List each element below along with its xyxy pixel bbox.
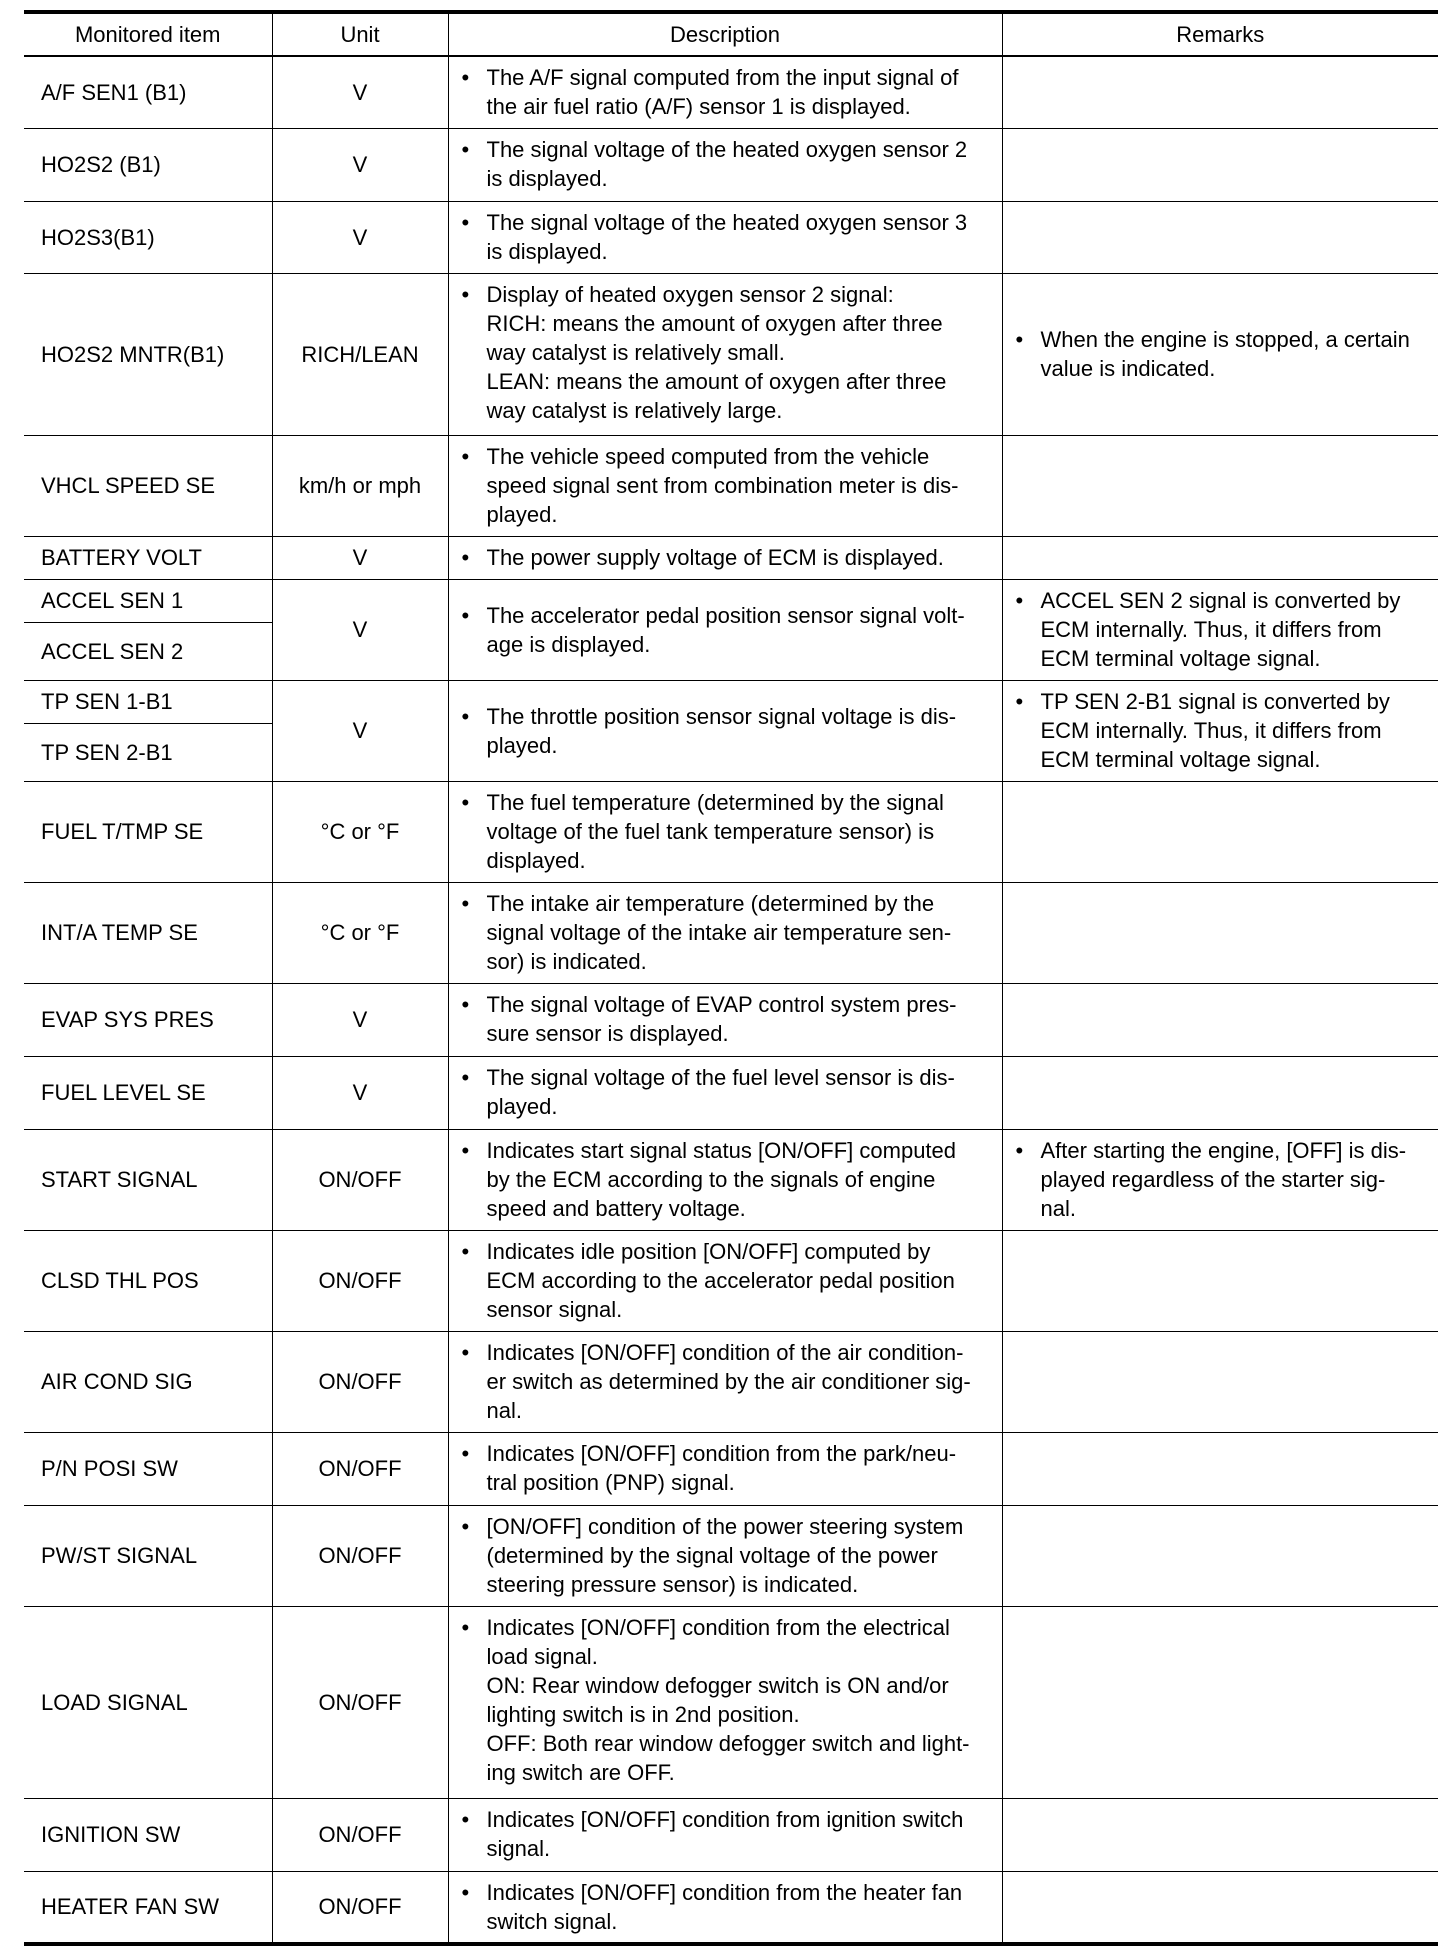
description-bullet — [459, 1805, 994, 1863]
table-row — [24, 1056, 1438, 1129]
description-line: • The vehicle speed computed from the vehicle — [486, 443, 930, 469]
remarks-line: • When the engine is stopped, a certain — [1040, 327, 1410, 352]
monitored-item-cell: IGNITION SW — [24, 1798, 272, 1871]
monitored-item-cell: LOAD SIGNAL — [24, 1606, 272, 1798]
remarks-cell — [1002, 128, 1438, 201]
remarks-line: ECM terminal voltage signal. — [1040, 645, 1321, 671]
description-bullet — [459, 1136, 994, 1223]
description-cell — [448, 273, 1002, 435]
table-row — [24, 1230, 1438, 1331]
remarks-line: ECM internally. Thus, it differs from — [1040, 616, 1382, 642]
header-remarks: Remarks — [1002, 12, 1438, 56]
description-line: voltage of the fuel tank temperature sensor) is — [486, 818, 935, 844]
description-bullet — [459, 990, 994, 1048]
remarks-cell — [1002, 1331, 1438, 1432]
table-row — [24, 983, 1438, 1056]
description-line: • Indicates [ON/OFF] condition from the park/neu- — [486, 1440, 957, 1466]
description-bullet — [459, 1237, 994, 1324]
table-row — [24, 536, 1438, 579]
unit-cell: ON/OFF — [272, 1432, 448, 1505]
description-cell — [448, 128, 1002, 201]
description-cell — [448, 983, 1002, 1056]
description-cell — [448, 201, 1002, 273]
table-row — [24, 1871, 1438, 1944]
description-cell — [448, 1606, 1002, 1798]
remarks-cell — [1002, 781, 1438, 882]
remarks-cell — [1002, 1129, 1438, 1230]
description-line: • Indicates [ON/OFF] condition from ignition switch — [486, 1806, 964, 1832]
remarks-bullet — [1013, 1136, 1431, 1223]
unit-cell: V — [272, 128, 448, 201]
remarks-cell — [1002, 983, 1438, 1056]
description-line: • [ON/OFF] condition of the power steering system — [486, 1513, 964, 1539]
unit-cell: ON/OFF — [272, 1871, 448, 1944]
description-line: • The power supply voltage of ECM is displayed. — [486, 544, 944, 570]
description-line: played. — [486, 501, 558, 527]
unit-cell: V — [272, 201, 448, 273]
description-line: is displayed. — [486, 165, 608, 191]
table-row — [24, 1129, 1438, 1230]
description-line: sensor signal. — [486, 1296, 623, 1322]
unit-cell: RICH/LEAN — [272, 273, 448, 435]
remarks-cell — [1002, 579, 1438, 680]
description-line: is displayed. — [486, 238, 608, 264]
description-cell — [448, 781, 1002, 882]
description-cell — [448, 579, 1002, 680]
description-bullet — [459, 1512, 994, 1599]
description-bullet — [459, 442, 994, 529]
table-row — [24, 1606, 1438, 1798]
description-line: RICH: means the amount of oxygen after three — [486, 310, 943, 336]
description-bullet — [459, 135, 994, 193]
monitored-item-cell: AIR COND SIG — [24, 1331, 272, 1432]
description-line: • The intake air temperature (determined by the — [486, 890, 935, 916]
description-cell — [448, 56, 1002, 128]
table-row — [24, 1331, 1438, 1432]
monitored-item-cell: TP SEN 1-B1 — [24, 680, 272, 723]
unit-cell: °C or °F — [272, 781, 448, 882]
description-line: tral position (PNP) signal. — [486, 1469, 735, 1495]
remarks-line: • TP SEN 2-B1 signal is converted by — [1040, 688, 1390, 714]
remarks-line: ECM internally. Thus, it differs from — [1040, 717, 1382, 743]
description-bullet — [459, 208, 994, 266]
remarks-cell — [1002, 1505, 1438, 1606]
description-line: • Display of heated oxygen sensor 2 signal: — [486, 281, 894, 307]
description-cell — [448, 1871, 1002, 1944]
description-line: ON: Rear window defogger switch is ON and/or — [486, 1672, 949, 1698]
description-line: • The throttle position sensor signal voltage is dis- — [486, 703, 957, 729]
description-cell — [448, 882, 1002, 983]
unit-cell: V — [272, 1056, 448, 1129]
monitored-item-cell: START SIGNAL — [24, 1129, 272, 1230]
monitored-item-cell: HO2S3(B1) — [24, 201, 272, 273]
description-bullet — [459, 1439, 994, 1497]
monitored-item-cell: HO2S2 (B1) — [24, 128, 272, 201]
description-line: signal voltage of the intake air temperature sen- — [486, 919, 952, 945]
header-monitored-item: Monitored item — [24, 12, 272, 56]
unit-cell: ON/OFF — [272, 1331, 448, 1432]
monitored-item-cell: TP SEN 2-B1 — [24, 723, 272, 781]
description-cell — [448, 1129, 1002, 1230]
description-line: er switch as determined by the air conditioner sig- — [486, 1368, 971, 1394]
remarks-cell — [1002, 1432, 1438, 1505]
description-bullet — [459, 1063, 994, 1121]
description-line: switch signal. — [486, 1908, 618, 1934]
table-row — [24, 680, 1438, 723]
remarks-line: • ACCEL SEN 2 signal is converted by — [1040, 587, 1401, 613]
unit-cell: ON/OFF — [272, 1606, 448, 1798]
monitored-item-cell: PW/ST SIGNAL — [24, 1505, 272, 1606]
monitored-item-cell: HEATER FAN SW — [24, 1871, 272, 1944]
description-cell — [448, 536, 1002, 579]
description-bullet — [459, 702, 994, 760]
unit-cell: km/h or mph — [272, 435, 448, 536]
description-bullet — [459, 1338, 994, 1425]
monitored-item-cell: P/N POSI SW — [24, 1432, 272, 1505]
description-line: ECM according to the accelerator pedal position — [486, 1267, 955, 1293]
header-row — [24, 12, 1438, 56]
description-line: • Indicates [ON/OFF] condition from the heater fan — [486, 1879, 963, 1905]
table-row — [24, 201, 1438, 273]
remarks-line: value is indicated. — [1040, 356, 1216, 381]
description-bullet — [459, 63, 994, 121]
description-line: • Indicates idle position [ON/OFF] computed by — [486, 1238, 931, 1264]
table-row — [24, 1798, 1438, 1871]
description-bullet — [459, 1878, 994, 1936]
description-line: age is displayed. — [486, 631, 651, 657]
description-line: displayed. — [486, 847, 586, 873]
remarks-cell — [1002, 1798, 1438, 1871]
table-row — [24, 781, 1438, 882]
description-line: played. — [486, 732, 558, 758]
unit-cell: V — [272, 983, 448, 1056]
description-line: load signal. — [486, 1643, 598, 1669]
unit-cell: ON/OFF — [272, 1505, 448, 1606]
description-bullet — [459, 788, 994, 875]
table-row — [24, 273, 1438, 435]
table-body — [24, 56, 1438, 1944]
monitored-item-cell: BATTERY VOLT — [24, 536, 272, 579]
description-line: way catalyst is relatively small. — [486, 339, 785, 365]
description-line: • Indicates [ON/OFF] condition from the electrical — [486, 1614, 950, 1640]
description-line: sure sensor is displayed. — [486, 1020, 729, 1046]
description-line: lighting switch is in 2nd position. — [486, 1701, 800, 1727]
monitored-item-cell: EVAP SYS PRES — [24, 983, 272, 1056]
description-cell — [448, 1505, 1002, 1606]
description-line: • The signal voltage of the heated oxygen sensor 3 — [486, 209, 968, 235]
remarks-cell — [1002, 56, 1438, 128]
table-row — [24, 56, 1438, 128]
description-line: speed and battery voltage. — [486, 1195, 746, 1221]
remarks-cell — [1002, 435, 1438, 536]
description-cell — [448, 435, 1002, 536]
remarks-line: played regardless of the starter sig- — [1040, 1166, 1386, 1192]
description-bullet — [459, 601, 994, 659]
description-line: played. — [486, 1093, 558, 1119]
description-line: (determined by the signal voltage of the power — [486, 1542, 938, 1568]
table-row — [24, 1505, 1438, 1606]
description-line: signal. — [486, 1835, 551, 1861]
remarks-line: • After starting the engine, [OFF] is dis- — [1040, 1137, 1407, 1163]
remarks-cell — [1002, 882, 1438, 983]
monitored-item-cell: HO2S2 MNTR(B1) — [24, 273, 272, 435]
description-line: speed signal sent from combination meter is dis- — [486, 472, 959, 498]
remarks-cell — [1002, 680, 1438, 781]
monitored-item-cell: FUEL LEVEL SE — [24, 1056, 272, 1129]
unit-cell: °C or °F — [272, 882, 448, 983]
table-row — [24, 579, 1438, 622]
remarks-line: ECM terminal voltage signal. — [1040, 746, 1321, 772]
header-description: Description — [448, 12, 1002, 56]
remarks-bullet — [1013, 586, 1431, 673]
remarks-cell — [1002, 1230, 1438, 1331]
remarks-bullet — [1013, 325, 1431, 383]
remarks-cell — [1002, 1606, 1438, 1798]
description-line: sor) is indicated. — [486, 948, 647, 974]
description-line: OFF: Both rear window defogger switch and light- — [486, 1730, 970, 1756]
table-row — [24, 882, 1438, 983]
description-line: • The accelerator pedal position sensor signal volt- — [486, 602, 965, 628]
description-line: by the ECM according to the signals of engine — [486, 1166, 936, 1192]
description-line: • The A/F signal computed from the input signal of — [486, 65, 959, 90]
monitored-item-cell: CLSD THL POS — [24, 1230, 272, 1331]
description-line: ing switch are OFF. — [486, 1759, 675, 1785]
description-line: nal. — [486, 1397, 522, 1423]
description-line: • The signal voltage of the heated oxygen sensor 2 — [486, 136, 968, 162]
description-cell — [448, 1056, 1002, 1129]
monitored-item-cell: FUEL T/TMP SE — [24, 781, 272, 882]
monitored-item-cell: ACCEL SEN 2 — [24, 622, 272, 680]
description-cell — [448, 1230, 1002, 1331]
remarks-bullet — [1013, 687, 1431, 774]
description-line: • Indicates start signal status [ON/OFF] computed — [486, 1137, 957, 1163]
remarks-cell — [1002, 201, 1438, 273]
description-line: • The signal voltage of EVAP control system pres- — [486, 991, 957, 1017]
description-cell — [448, 1432, 1002, 1505]
unit-cell: V — [272, 579, 448, 680]
table-row — [24, 128, 1438, 201]
unit-cell: ON/OFF — [272, 1798, 448, 1871]
description-line: LEAN: means the amount of oxygen after three — [486, 368, 947, 394]
description-line: • The signal voltage of the fuel level sensor is dis- — [486, 1064, 955, 1090]
monitored-item-cell: A/F SEN1 (B1) — [24, 56, 272, 128]
description-bullet — [459, 280, 994, 425]
unit-cell: ON/OFF — [272, 1129, 448, 1230]
table-row — [24, 1432, 1438, 1505]
remarks-cell — [1002, 1871, 1438, 1944]
unit-cell: V — [272, 536, 448, 579]
monitored-items-table — [24, 10, 1438, 1946]
table-row — [24, 435, 1438, 536]
description-cell — [448, 1798, 1002, 1871]
description-bullet — [459, 543, 994, 572]
description-cell — [448, 680, 1002, 781]
remarks-line: nal. — [1040, 1195, 1076, 1221]
description-bullet — [459, 1613, 994, 1787]
monitored-item-cell: INT/A TEMP SE — [24, 882, 272, 983]
description-line: • Indicates [ON/OFF] condition of the air condition- — [486, 1339, 964, 1365]
unit-cell: V — [272, 56, 448, 128]
unit-cell: ON/OFF — [272, 1230, 448, 1331]
description-cell — [448, 1331, 1002, 1432]
remarks-cell — [1002, 1056, 1438, 1129]
description-line: steering pressure sensor) is indicated. — [486, 1571, 859, 1597]
header-unit: Unit — [272, 12, 448, 56]
description-line: the air fuel ratio (A/F) sensor 1 is displayed. — [486, 94, 911, 119]
remarks-cell — [1002, 536, 1438, 579]
description-line: way catalyst is relatively large. — [486, 397, 783, 423]
description-line: • The fuel temperature (determined by the signal — [486, 789, 944, 815]
description-bullet — [459, 889, 994, 976]
monitored-item-cell: VHCL SPEED SE — [24, 435, 272, 536]
monitored-item-cell: ACCEL SEN 1 — [24, 579, 272, 622]
unit-cell: V — [272, 680, 448, 781]
remarks-cell — [1002, 273, 1438, 435]
